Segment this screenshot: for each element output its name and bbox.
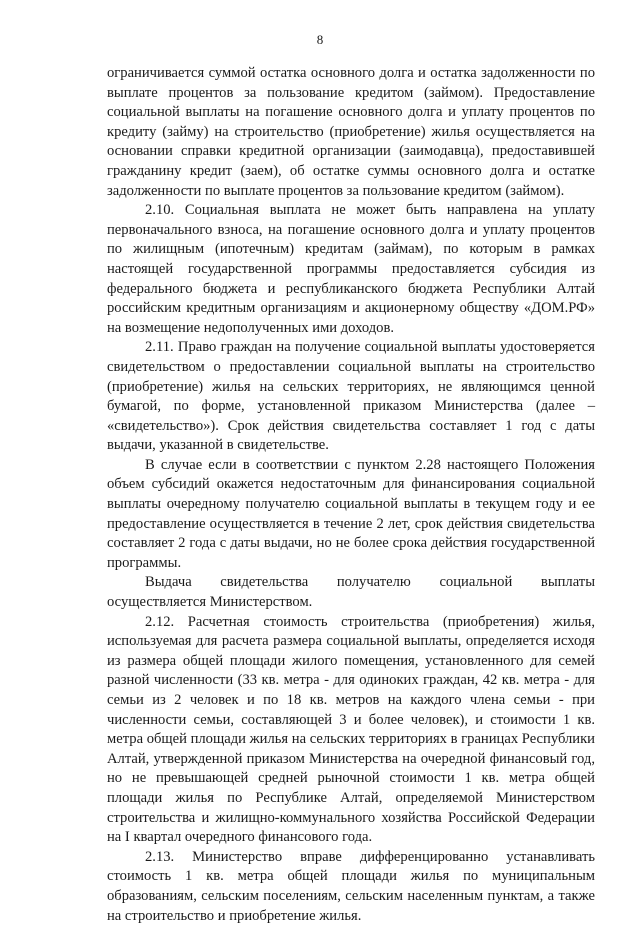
paragraph-2-11: 2.11. Право граждан на получение социальной выплаты удостоверяется свидетельством о предоставлении социальной выплаты на строительство (приобретение) жилья на сельских территориях, не являющимся ценной бумагой, по форме, установленной приказом Министерства (далее – «свидетельство»). Срок действия свидетельства составляет 1 год с даты выдачи, указанной в свидетельстве. [107, 339, 595, 454]
paragraph-2-10: 2.10. Социальная выплата не может быть направлена на уплату первоначального взноса, на погашение основного долга и уплату процентов по жилищным (ипотечным) кредитам (займам), по которым в рамках настоящей государственной программы предоставляется субсидия из федерального бюджета и республиканского бюджета Республики Алтай российским кредитным организациям и акционерному обществу «ДОМ.РФ» на возмещение недополученных ими доходов. [107, 202, 595, 336]
page-number: 8 [316, 32, 324, 47]
paragraph-continuation: ограничивается суммой остатка основного долга и остатка задолженности по выплате процентов за пользование кредитом (займом). Предоставление социальной выплаты на погашение основного долга и уплату процентов по кредиту (займу) на строительство (приобретение) жилья осуществляется на основании справки кредитной организации (заимодавца), предоставившей гражданину кредит (заем), об остатке суммы основного долга и остатке задолженности по выплате процентов за пользование кредитом (займом). [107, 65, 595, 199]
paragraph-certificate-issuance: Выдача свидетельства получателю социальной выплаты осуществляется Министерством. [107, 574, 595, 611]
paragraph-2-13: 2.13. Министерство вправе дифференцированно устанавливать стоимость 1 кв. метра общей площади жилья по муниципальным образованиям, сельским поселениям, сельским населенным пунктам, а также на строительство и приобретение жилья. [107, 848, 595, 924]
paragraph-2-12: 2.12. Расчетная стоимость строительства (приобретения) жилья, используемая для расчета размера социальной выплаты, определяется исходя из размера общей площади жилого помещения, установленного для семей разной численности (33 кв. метра - для одиноких граждан, 42 кв. метра - для семьи из 2 человек и по 18 кв. метров на каждого члена семьи - при численности семьи, составляющей 3 и более человек), и стоимости 1 кв. метра общей площади жилья на сельских территориях в границах Республики Алтай, утвержденной приказом Министерства на очередной финансовый год, но не превышающей средней рыночной стоимости 1 кв. метра общей площади жилья по Республике Алтай, определяемой Министерством строительства и жилищно-коммунального хозяйства Российской Федерации на I квартал очередного финансового года. [107, 613, 595, 846]
document-body [107, 64, 595, 926]
paragraph-insufficient-subsidy: В случае если в соответствии с пунктом 2.28 настоящего Положения объем субсидий окажется недостаточным для финансирования социальной выплаты очередному получателю социальной выплаты в текущем году и ее предоставление осуществляется в течение 2 лет, срок действия свидетельства составляет 2 года с даты выдачи, но не более срока действия государственной программы. [107, 456, 595, 571]
